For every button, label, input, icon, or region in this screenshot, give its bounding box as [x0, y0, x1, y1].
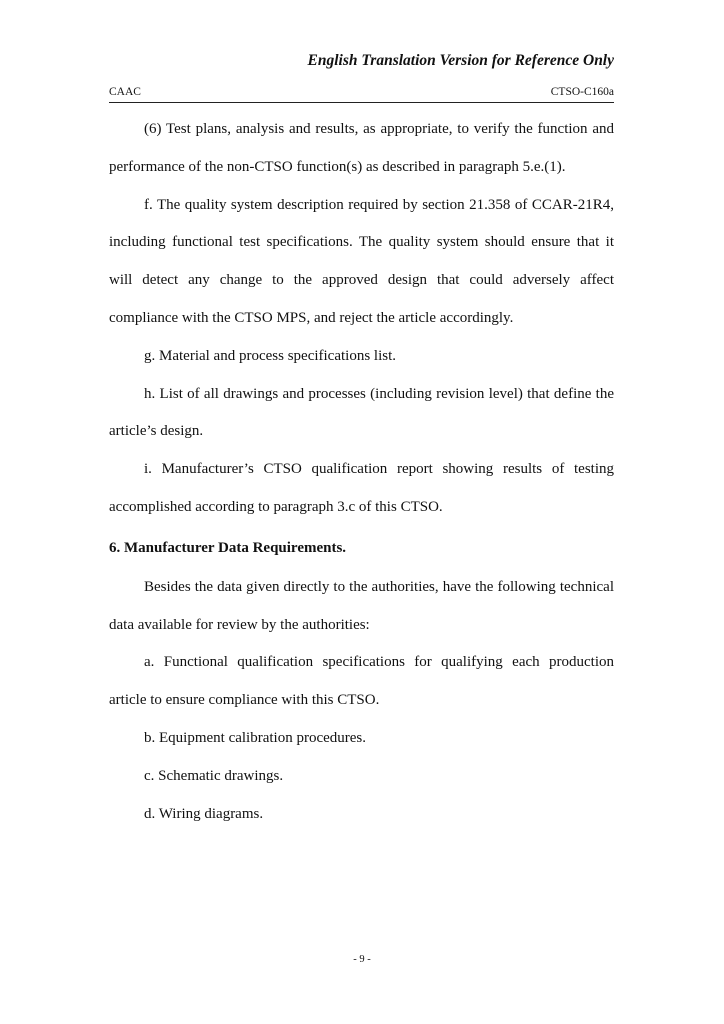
- paragraph-item-g: g. Material and process specifications list.: [144, 347, 397, 364]
- paragraph-item-h: h. List of all drawings and processes (including revision level) that define the article’s design.: [109, 385, 614, 440]
- section-item-c: c. Schematic drawings.: [144, 767, 284, 784]
- section-item-b: b. Equipment calibration procedures.: [144, 729, 367, 746]
- page-header: [109, 86, 614, 103]
- page-number: - 9 -: [353, 954, 371, 965]
- section-item-d: d. Wiring diagrams.: [144, 805, 264, 822]
- section-heading: 6. Manufacturer Data Requirements.: [109, 539, 347, 556]
- paragraph-item-i: i. Manufacturer’s CTSO qualification report showing results of testing accomplished according to paragraph 3.c of this CTSO.: [109, 461, 614, 515]
- header-organization: CAAC: [109, 86, 141, 98]
- section-intro: Besides the data given directly to the authorities, have the following technical data available for review by the authorities:: [109, 578, 614, 633]
- paragraph-item-f: f. The quality system description required by section 21.358 of CCAR-21R4, including functional test specifications. The quality system should ensure that it will detect any change to the approved design that could adversely affect compliance with the CTSO MPS, and reject the article accordingly.: [109, 196, 614, 326]
- header-document-id: CTSO-C160a: [550, 86, 614, 98]
- paragraph-item-6: (6) Test plans, analysis and results, as appropriate, to verify the function and performance of the non-CTSO function(s) as described in paragraph 5.e.(1).: [109, 121, 614, 175]
- document-body: [109, 111, 614, 833]
- section-item-a: a. Functional qualification specifications for qualifying each production article to ensure compliance with this CTSO.: [109, 654, 614, 709]
- translation-banner: English Translation Version for Reference Only: [307, 52, 614, 69]
